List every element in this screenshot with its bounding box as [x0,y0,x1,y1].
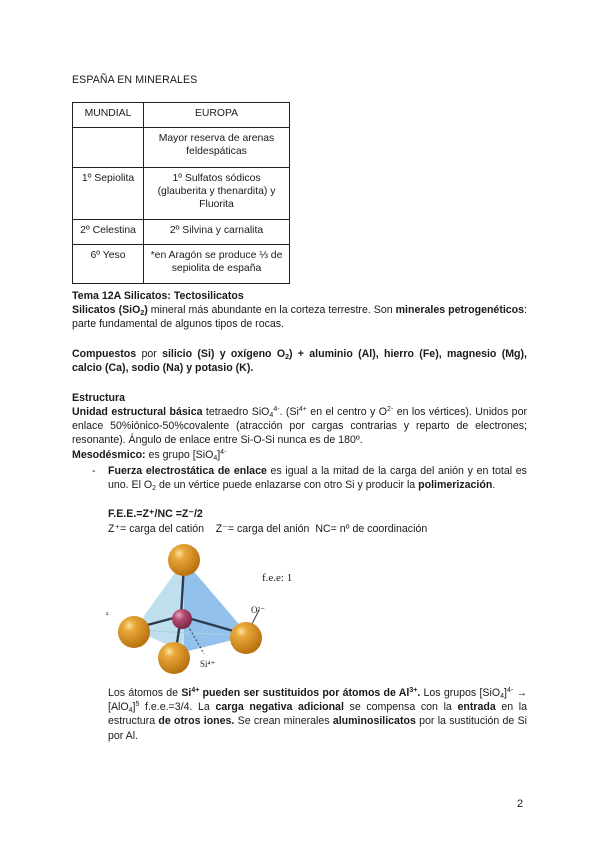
superscript: 4- [506,687,514,694]
cell-europa: 2º Silvina y carnalita [144,220,290,245]
text: silicio (Si) y oxígeno O [162,348,286,360]
text: . [492,479,496,492]
silicon-label: Si⁴⁺ [200,659,216,669]
text: f.e.e.=3/4. La [139,701,216,714]
term-compuestos: Compuestos [72,348,137,360]
header-mundial: MUNDIAL [73,103,144,128]
header-europa: EUROPA [144,103,290,128]
oxygen-label: O²⁻ [251,605,265,615]
text: en el centro y O [306,406,388,418]
text: Los átomos de [108,687,182,699]
text: ) [144,304,148,316]
unidad-paragraph [72,405,527,448]
subscript: 2 [140,310,145,317]
figure-left-mark: ² [106,612,109,619]
legend-z-minus: Z⁻= carga del anión [215,523,310,535]
text: . (Si [279,406,299,418]
text: Si [181,687,192,699]
cell-mundial: 2º Celestina [73,220,144,245]
section-heading-text: Tema 12A Silicatos: Tectosilicatos [72,290,244,302]
estructura-heading-text: Estructura [72,392,125,404]
fee-figure-label: f.e.e: 1 [262,572,293,584]
oxygen-atom-front [158,642,190,674]
fuerza-paragraph [108,464,527,492]
table-row [73,220,290,245]
text: pueden ser sustituidos por átomos de Al [199,687,410,699]
table-header-row [73,103,290,128]
term-entrada: entrada [457,701,496,714]
text: por la sustitución de Si por Al. [108,715,527,742]
text: mineral más abundante en la corteza terrestre. Son [147,304,396,316]
term-carga-negativa: carga negativa adicional [215,701,344,714]
fee-formula: F.E.E.=Z⁺/NC =Z⁻/2 [108,508,203,520]
subscript: 4 [213,455,218,462]
subscript: 4 [500,693,504,700]
text: por [136,348,163,360]
mesodesmico-line [72,448,527,462]
superscript: 4+ [191,687,200,694]
table-row [73,128,290,168]
section-heading [72,289,527,303]
cell-mundial [73,128,144,168]
bullet-dash: - [92,465,96,477]
legend-z-plus: Z⁺= carga del catión [108,523,204,535]
intro-paragraph [72,303,527,331]
page-number: 2 [517,798,524,810]
cell-europa: *en Aragón se produce ⅓ de sepiolita de españa [144,245,290,284]
term-polimerizacion: polimerización [418,479,493,492]
text: Los grupos [SiO [420,687,501,699]
oxygen-atom-left [118,616,150,648]
superscript: 5 [135,701,140,709]
subscript: 4 [128,707,133,715]
superscript: 3+ [409,687,418,694]
text: de un vértice puede enlazarse con otro Si y producir la [156,479,419,492]
text: . [417,687,421,699]
text: es grupo [SiO [145,449,214,461]
estructura-heading [72,391,527,405]
term-otros-iones: de otros iones. [158,715,235,728]
text: : parte fundamental de algunos tipos de rocas. [72,304,527,331]
sustitucion-paragraph [108,686,527,743]
text: Silicatos (SiO [72,304,141,316]
text: ] [132,701,136,714]
cell-mundial: 1º Sepiolita [73,168,144,220]
superscript: 4- [220,449,227,456]
subscript: 2 [152,485,157,493]
document-title: ESPAÑA EN MINERALES [72,74,198,86]
compuestos-paragraph [72,347,527,375]
term-silicatos [72,304,148,316]
minerals-table [72,102,290,284]
legend-nc: NC= nº de coordinación [315,523,428,535]
text: se compensa con la [343,701,458,714]
superscript: 2- [387,406,394,413]
text: ] [217,449,221,461]
table-row [73,168,290,220]
oxygen-atom-top [168,544,200,576]
superscript: 4- [273,406,280,413]
text: en los vértices). Unidos por enlace 50%iónico-50%covalente (atracción por cargas contrarias y reparto de electrones; resonante). Ángulo de enlace entre Si-O-Si nunca es de 180º. [72,406,527,447]
superscript: 4+ [298,406,307,413]
text: es igual a la mitad de la carga del anión y en total es uno. El O [108,465,527,492]
text: ) + aluminio (Al), hierro (Fe), magnesio (Mg), calcio (Ca), sodio (Na) y potasio (K). [72,348,527,375]
oxygen-atom-right [230,622,262,654]
formula-legend [108,522,527,536]
term-si-sustitucion [181,687,420,699]
term-mesodesmico: Mesodésmico: [72,449,146,461]
text: Se crean minerales [234,715,333,728]
term-fuerza-electrostatica: Fuerza electrostática de enlace [108,465,267,477]
text: → [AlO [108,687,528,714]
term-minerales-petrogeneticos: minerales petrogenéticos [395,304,525,316]
cell-europa: Mayor reserva de arenas feldespáticas [144,128,290,168]
cell-europa: 1º Sulfatos sódicos (glauberita y thenardita) y Fluorita [144,168,290,220]
table-row [73,245,290,284]
term-unidad-estructural: Unidad estructural básica [72,406,203,418]
term-aluminosilicatos: aluminosilicatos [332,715,416,728]
text: en la estructura [108,701,528,728]
silicon-atom [172,609,192,629]
text: tetraedro SiO [202,406,270,418]
subscript: 4 [269,412,274,419]
text: ] [503,687,507,699]
formula-line [108,507,527,521]
subscript: 2 [285,354,289,361]
cell-mundial: 6º Yeso [73,245,144,284]
